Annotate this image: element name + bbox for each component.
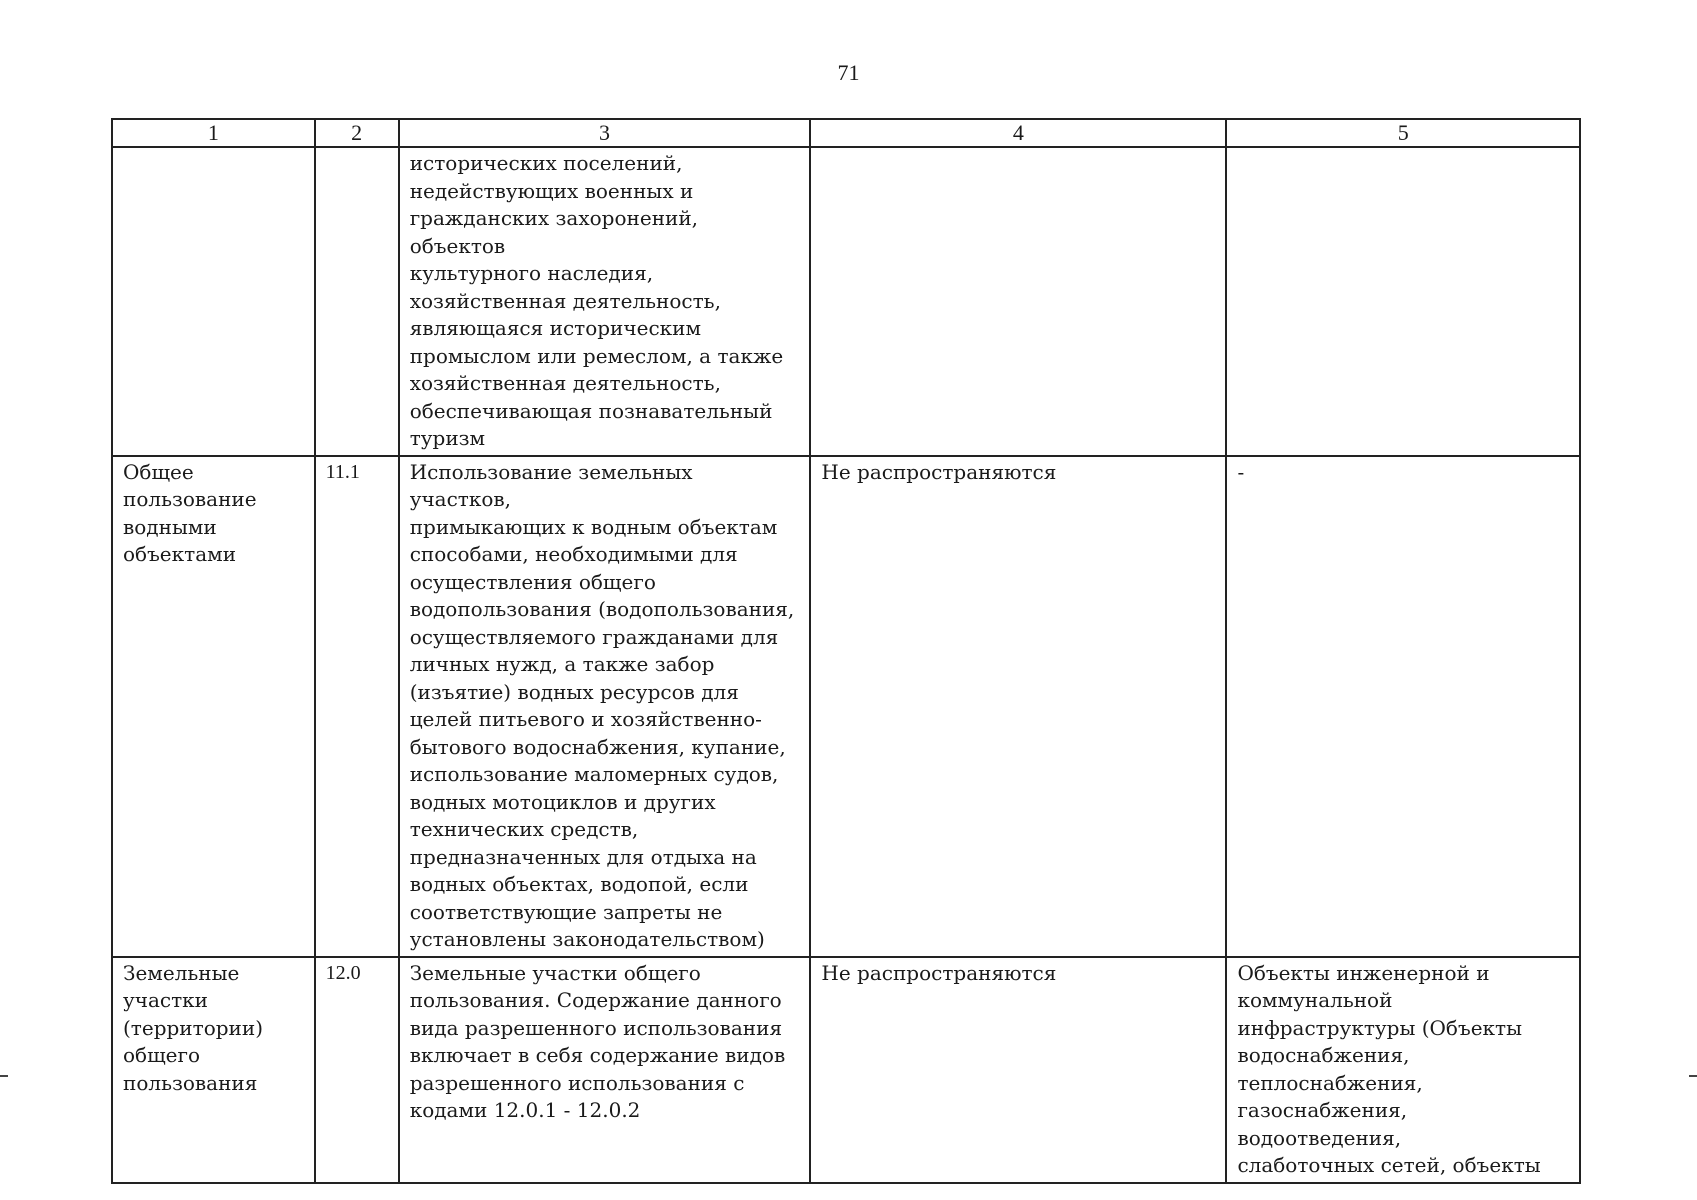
permitted-objects-text: Объекты инженерной и коммунальной инфраструктуры (Объекты водоснабжения, теплоснабжения, газоснабжения, водоотведения, слаботочных сетей, объекты <box>1237 960 1541 1177</box>
use-type-code-cell <box>315 456 399 957</box>
restrictions-cell <box>810 957 1226 1183</box>
page-number: 71 <box>837 60 860 85</box>
use-type-description-cell <box>399 957 811 1183</box>
permitted-objects-cell <box>1226 147 1580 456</box>
left-margin-mark <box>0 1075 8 1077</box>
use-type-name: Общее пользование водными объектами <box>123 459 257 566</box>
permitted-objects-cell <box>1226 957 1580 1183</box>
table-row <box>112 456 1580 957</box>
use-type-description-cell <box>399 147 811 456</box>
use-type-description: Земельные участки общего пользования. Содержание данного вида разрешенного использования включает в себя содержание видов разрешенного использования с кодами 12.0.1 - 12.0.2 <box>409 960 786 1122</box>
use-type-code: 11.1 <box>325 460 360 483</box>
use-type-description: Использование земельных участков, примыкающих к водным объектам способами, необходимыми для осуществления общего водопользования (водопользования, осуществляемого гражданами для личных нужд, а также забор (изъятие) водных ресурсов для целей питьевого и хозяйственно- бытового водоснабжения, купание, использование маломерных судов, водных мотоциклов и других технических средств, предназначенных для отдыха на водных объектах, водопой, если соответствующие запреты не установлены законодательством) <box>409 459 795 951</box>
table-row <box>112 957 1580 1183</box>
permitted-objects-cell <box>1226 456 1580 957</box>
restrictions-cell <box>810 456 1226 957</box>
restrictions-cell <box>810 147 1226 456</box>
use-type-code-cell <box>315 147 399 456</box>
table-header-row <box>112 119 1580 147</box>
restrictions-text: Не распространяются <box>821 459 1057 484</box>
use-type-description: исторических поселений, недействующих военных и гражданских захоронений, объектов культурного наследия, хозяйственная деятельность, являющаяся историческим промыслом или ремеслом, а также хозяйственная деятельность, обеспечивающая познавательный туризм <box>409 151 784 450</box>
land-use-table <box>111 118 1581 1184</box>
right-margin-mark <box>1689 1075 1697 1077</box>
use-type-description-cell <box>399 456 811 957</box>
use-type-name-cell <box>112 957 315 1183</box>
use-type-name-cell <box>112 456 315 957</box>
column-header-2: 2 <box>315 119 399 147</box>
use-type-name: Земельные участки (территории) общего пользования <box>123 960 264 1095</box>
use-type-name-cell <box>112 147 315 456</box>
column-header-5: 5 <box>1226 119 1580 147</box>
column-header-4: 4 <box>810 119 1226 147</box>
use-type-code: 12.0 <box>325 961 361 984</box>
column-header-3: 3 <box>399 119 811 147</box>
permitted-objects-text: - <box>1237 459 1245 484</box>
use-type-code-cell <box>315 957 399 1183</box>
column-header-1: 1 <box>112 119 315 147</box>
table-row <box>112 147 1580 456</box>
restrictions-text: Не распространяются <box>821 960 1057 985</box>
